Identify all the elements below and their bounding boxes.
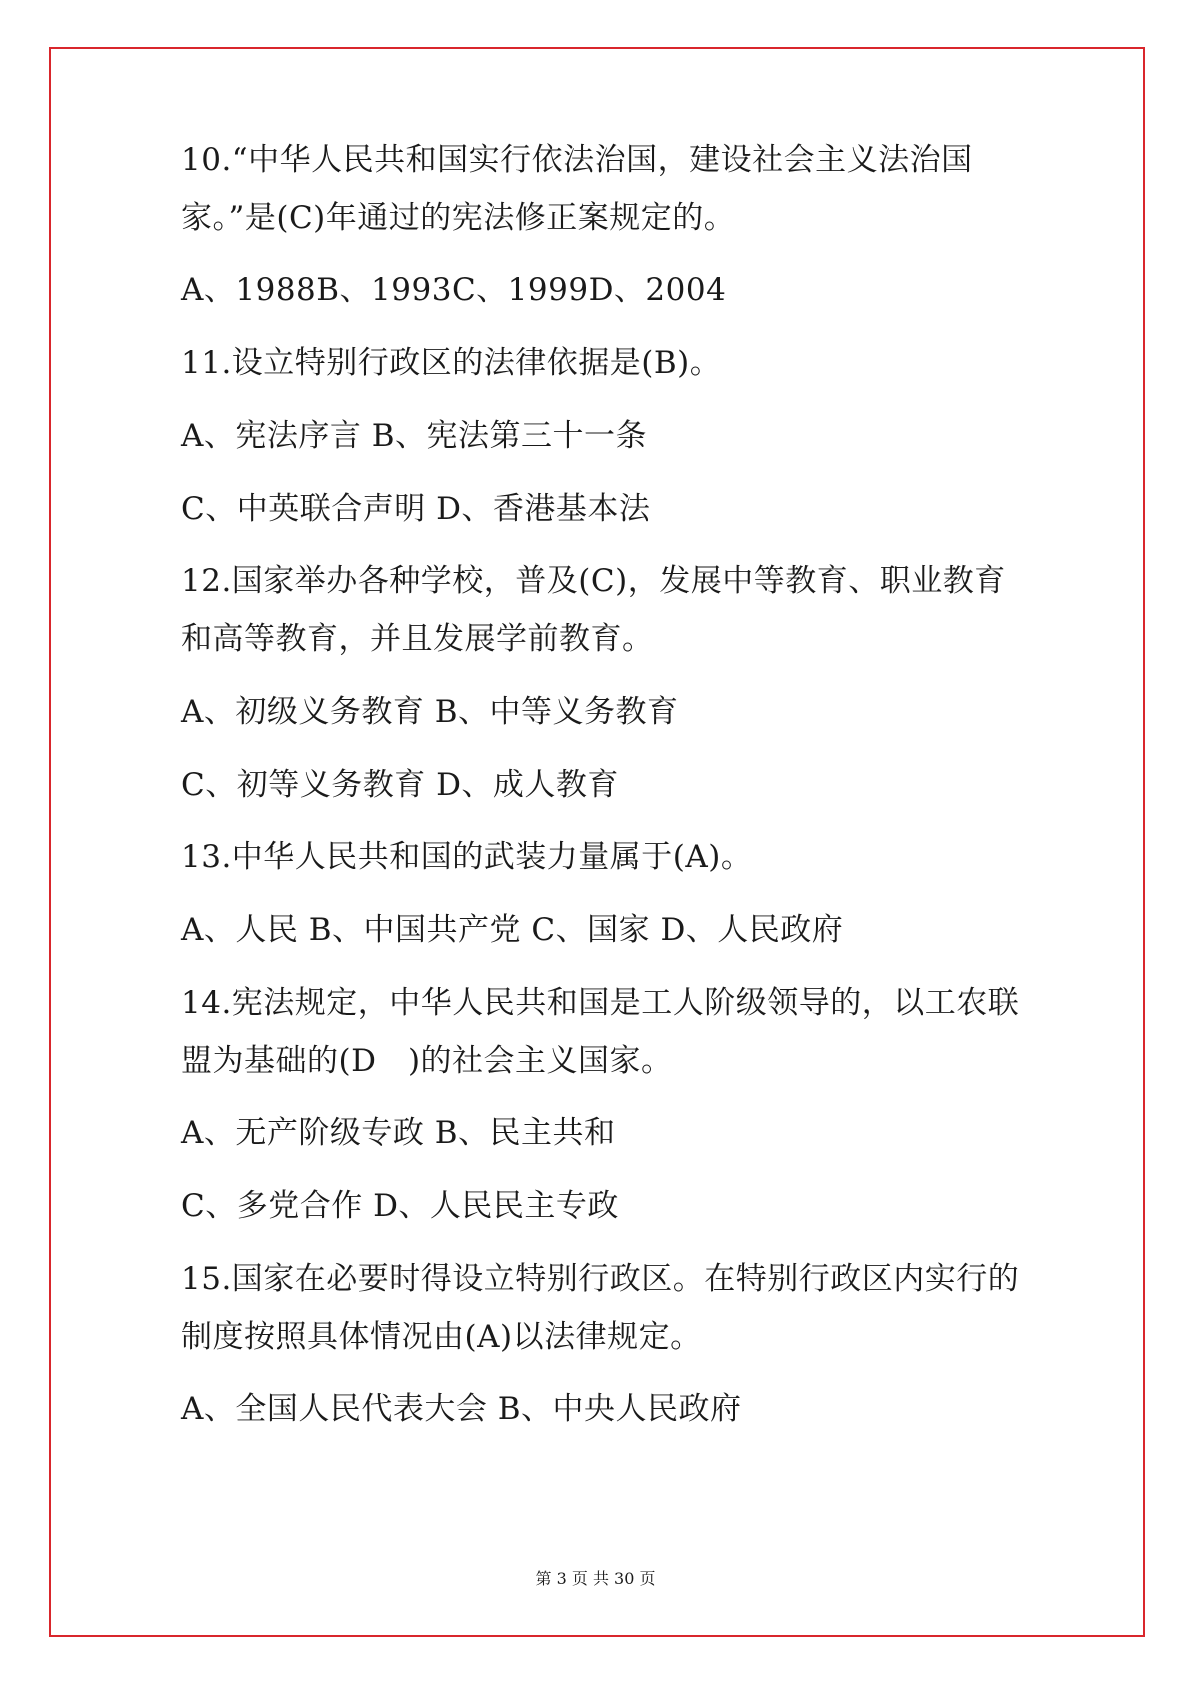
page-number-footer: 第 3 页 共 30 页 <box>535 1569 656 1588</box>
question-11-options-cd: C、中英联合声明 D、香港基本法 <box>181 491 651 527</box>
question-14-stem-line-1: 14.宪法规定，中华人民共和国是工人阶级领导的，以工农联 <box>181 985 1020 1021</box>
question-14-options-cd: C、多党合作 D、人民民主专政 <box>181 1188 619 1224</box>
question-12-stem-line-1: 12.国家举办各种学校，普及(C)，发展中等教育、职业教育 <box>181 563 1006 599</box>
question-14-options-ab: A、无产阶级专政 B、民主共和 <box>181 1115 616 1151</box>
question-15-stem-line-1: 15.国家在必要时得设立特别行政区。在特别行政区内实行的 <box>181 1261 1020 1297</box>
question-10-stem-line-1: 10.“中华人民共和国实行依法治国，建设社会主义法治国 <box>181 142 973 178</box>
question-12-options-ab: A、初级义务教育 B、中等义务教育 <box>181 694 679 730</box>
question-12-options-cd: C、初等义务教育 D、成人教育 <box>181 767 619 803</box>
question-11-options-ab: A、宪法序言 B、宪法第三十一条 <box>181 418 648 454</box>
question-10-stem-line-2: 家。”是(C)年通过的宪法修正案规定的。 <box>181 200 736 236</box>
question-15-options-ab: A、全国人民代表大会 B、中央人民政府 <box>181 1391 742 1427</box>
question-10-options: A、1988B、1993C、1999D、2004 <box>181 272 727 308</box>
question-13-stem: 13.中华人民共和国的武装力量属于(A)。 <box>181 839 753 875</box>
question-13-options: A、人民 B、中国共产党 C、国家 D、人民政府 <box>181 912 844 948</box>
question-15-stem-line-2: 制度按照具体情况由(A)以法律规定。 <box>181 1319 702 1355</box>
question-14-stem-line-2: 盟为基础的(D )的社会主义国家。 <box>181 1043 673 1079</box>
question-11-stem: 11.设立特别行政区的法律依据是(B)。 <box>181 345 722 381</box>
question-12-stem-line-2: 和高等教育，并且发展学前教育。 <box>181 621 654 657</box>
